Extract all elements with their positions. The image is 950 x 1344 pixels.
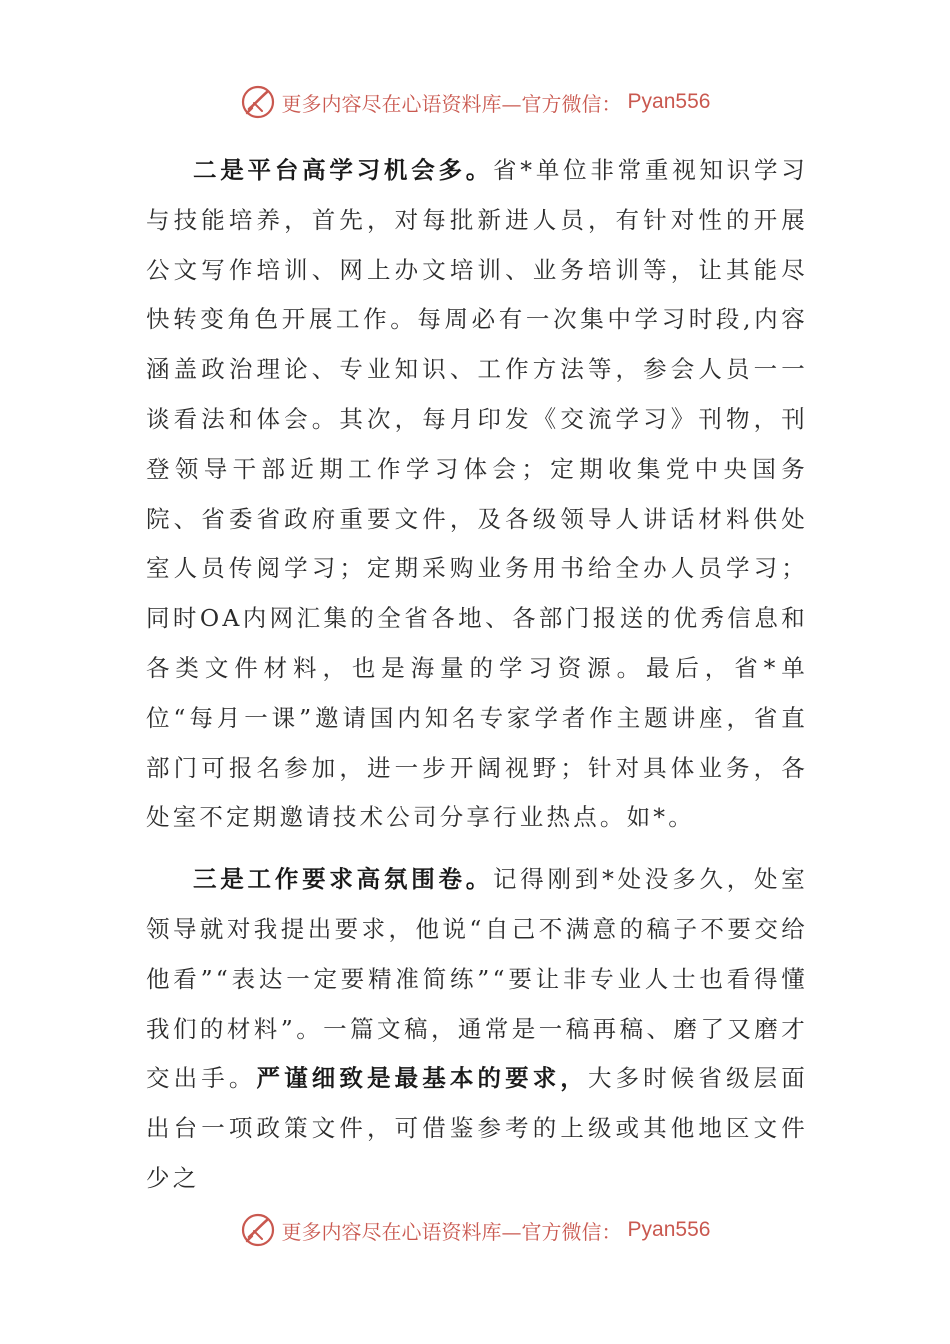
pen-logo-icon — [240, 1212, 276, 1248]
paragraph-lead: 三是工作要求高氛围卷。 — [193, 865, 494, 894]
paragraph-text: 记得刚到*处没多久，处室领导就对我提出要求，他说“自己不满意的稿子不要交给他看”“表达一定要精准简练”“要让非专业人士也看得懂我们的材料”。一篇文稿，通常是一稿再稿、磨了又磨才交出手。 — [146, 865, 809, 1093]
paragraph-lead: 二是平台高学习机会多。 — [193, 156, 494, 184]
paragraph-work-requirements — [146, 855, 808, 1204]
paragraph-text-continued: 大多时候省级层面出台一项政策文件，可借鉴参考的上级或其他地区文件少之 — [146, 1064, 808, 1192]
footer-watermark — [0, 1208, 950, 1252]
wechat-id: Pyan556 — [627, 90, 711, 113]
watermark-text: 更多内容尽在心语资料库—官方微信： — [281, 1219, 622, 1244]
watermark-text: 更多内容尽在心语资料库—官方微信： — [281, 91, 622, 116]
paragraph-emphasis: 严谨细致是最基本的要求， — [256, 1064, 588, 1093]
pen-logo-icon — [240, 84, 276, 120]
document-body — [146, 146, 808, 1204]
paragraph-text: 省*单位非常重视知识学习与技能培养，首先，对每批新进人员，有针对性的开展公文写作培训、网上办文培训、业务培训等，让其能尽快转变角色开展工作。每周必有一次集中学习时段,内容涵盖政治理论、专业知识、工作方法等，参会人员一一谈看法和体会。其次，每月印发《交流学习》刊物，刊登领导干部近期工作学习体会；定期收集党中央国务院、省委省政府重要文件，及各级领导人讲话材料供处室人员传阅学习；定期采购业务用书给全办人员学习；同时OA内网汇集的全省各地、各部门报送的优秀信息和各类文件材料，也是海量的学习资源。最后，省*单位“每月一课”邀请国内知名专家学者作主题讲座，省直部门可报名参加，进一步开阔视野；针对具体业务，各处室不定期邀请技术公司分享行业热点。如*。 — [146, 156, 809, 832]
paragraph-platform-learning — [146, 146, 808, 843]
header-watermark — [0, 80, 950, 124]
wechat-id: Pyan556 — [627, 1218, 711, 1241]
